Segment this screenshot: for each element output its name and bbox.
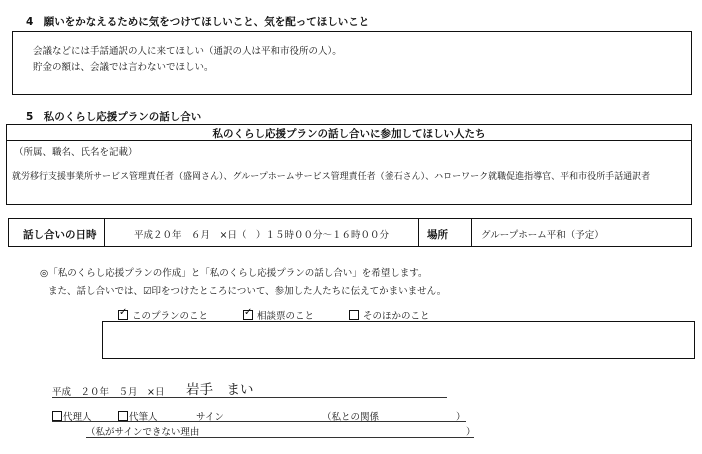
meeting-table: [8, 218, 692, 247]
reason-label: （私がサインできない理由: [86, 427, 200, 438]
relation-close: ）: [456, 412, 466, 423]
option-consult[interactable]: [243, 308, 314, 322]
relation-label: （私との関係: [322, 412, 380, 423]
meeting-divider-1: [104, 219, 105, 246]
meeting-divider-2: [418, 219, 419, 246]
section4-line-1: 会議などには手話通訳の人に来てほしい（通訳の人は平和市役所の人）。: [33, 46, 342, 57]
sign-label: サイン: [196, 412, 224, 423]
option-consult-label: 相談票のこと: [257, 311, 315, 322]
meeting-date-value: 平成２０年 ６月 ×日（ ）１５時００分～１６時００分: [134, 230, 389, 241]
participants-title: 私のくらし応援プランの話し合いに参加してほしい人たち: [212, 128, 486, 140]
option-other-label: そのほかのこと: [363, 311, 430, 322]
option-plan[interactable]: [118, 308, 208, 322]
meeting-divider-3: [471, 219, 472, 246]
section4-box: [12, 31, 692, 95]
option-plan-checkbox[interactable]: [118, 310, 128, 320]
option-other-checkbox[interactable]: [349, 310, 359, 320]
meeting-place-label: 場所: [427, 229, 448, 241]
reason-underline: [86, 437, 474, 438]
proxy-label: 代理人: [63, 412, 92, 423]
section4-line-2: 貯金の額は、会議では言わないでほしい。: [33, 62, 214, 73]
signature-date: 平成 ２０年 ５月 ×日: [52, 387, 165, 398]
participants-note: （所属、職名、氏名を記載）: [14, 147, 138, 158]
meeting-place-value: グループホーム平和（予定）: [481, 230, 604, 241]
section5-heading: 5 私のくらし応援プランの話し合い: [26, 111, 202, 123]
participants-box: [6, 124, 692, 205]
option-consult-checkbox[interactable]: [243, 310, 253, 320]
scribe-checkbox[interactable]: [118, 411, 128, 421]
sign-underline: [52, 421, 466, 422]
option-other[interactable]: [349, 308, 430, 322]
proxy-checkbox[interactable]: [52, 411, 62, 421]
option-plan-label: このプランのこと: [132, 311, 209, 322]
scribe-label: 代筆人: [129, 412, 158, 423]
meeting-date-label: 話し合いの日時: [23, 229, 97, 241]
signature-name: 岩手 まい: [186, 382, 254, 398]
other-details-box[interactable]: [102, 321, 695, 359]
reason-close: ）: [466, 427, 476, 438]
participants-list: 就労移行支援事業所サービス管理責任者（盛岡さん）、グループホームサービス管理責任者（釜石さん）、ハローワーク就職促進指導官、平和市役所手話通訳者: [12, 172, 651, 182]
consent-line-2: また、話し合いでは、☑印をつけたところについて、参加した人たちに伝えてかまいません。: [48, 286, 447, 297]
consent-line-1: ◎「私のくらし応援プランの作成」と「私のくらし応援プランの話し合い」を希望します。: [40, 268, 428, 279]
signature-date-underline: [52, 397, 447, 398]
section4-heading: 4 願いをかなえるために気をつけてほしいこと、気を配ってほしいこと: [26, 16, 370, 28]
